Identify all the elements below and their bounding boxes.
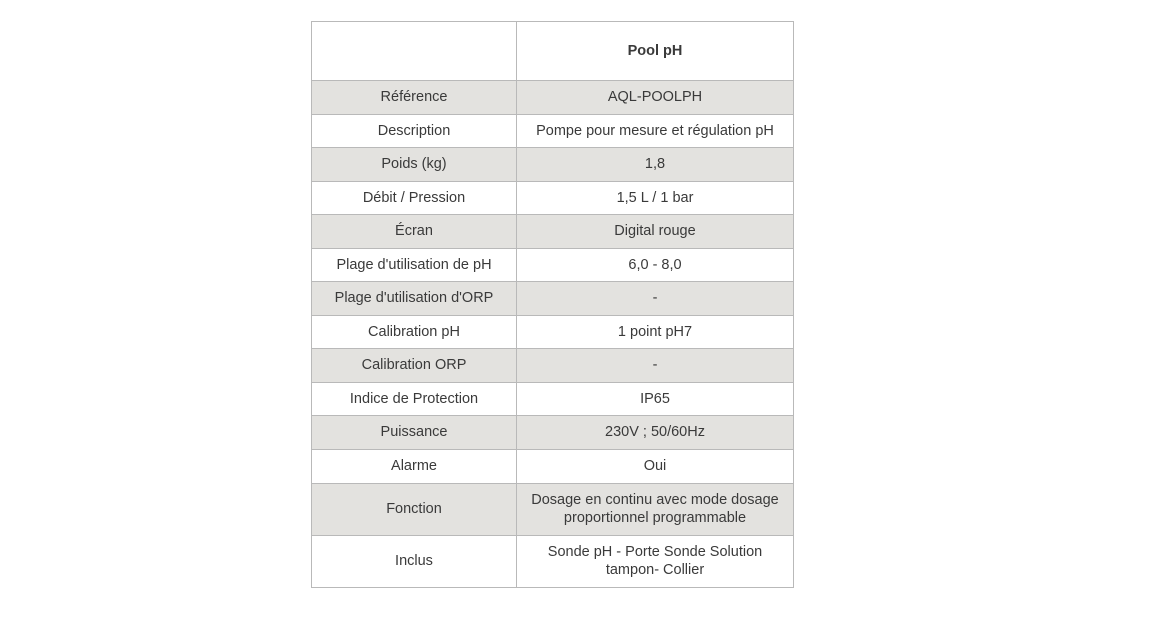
row-value: - xyxy=(517,349,794,383)
header-empty-cell xyxy=(312,22,517,81)
table-row xyxy=(312,349,794,383)
table-row xyxy=(312,215,794,249)
row-value: Oui xyxy=(517,450,794,484)
row-label: Plage d'utilisation d'ORP xyxy=(312,282,517,316)
row-label: Écran xyxy=(312,215,517,249)
row-value: - xyxy=(517,282,794,316)
row-value: IP65 xyxy=(517,382,794,416)
table-row xyxy=(312,450,794,484)
row-value: 230V ; 50/60Hz xyxy=(517,416,794,450)
table-row xyxy=(312,248,794,282)
row-value: Dosage en continu avec mode dosage proportionnel programmable xyxy=(517,483,794,535)
row-label: Alarme xyxy=(312,450,517,484)
table-row xyxy=(312,382,794,416)
row-value: 1 point pH7 xyxy=(517,315,794,349)
row-label: Calibration ORP xyxy=(312,349,517,383)
table-row xyxy=(312,282,794,316)
row-value: 1,5 L / 1 bar xyxy=(517,181,794,215)
product-spec-table xyxy=(311,21,794,588)
table-row xyxy=(312,483,794,535)
row-label: Calibration pH xyxy=(312,315,517,349)
spec-table-container xyxy=(311,21,793,588)
table-row xyxy=(312,81,794,115)
row-label: Fonction xyxy=(312,483,517,535)
table-row xyxy=(312,181,794,215)
row-label: Description xyxy=(312,114,517,148)
row-label: Indice de Protection xyxy=(312,382,517,416)
table-row xyxy=(312,535,794,587)
row-label: Poids (kg) xyxy=(312,148,517,182)
row-label: Débit / Pression xyxy=(312,181,517,215)
row-label: Référence xyxy=(312,81,517,115)
row-value: Sonde pH - Porte Sonde Solution tampon- Collier xyxy=(517,535,794,587)
row-value: Pompe pour mesure et régulation pH xyxy=(517,114,794,148)
table-row xyxy=(312,114,794,148)
product-title: Pool pH xyxy=(517,22,794,81)
table-header-row xyxy=(312,22,794,81)
row-value: 6,0 - 8,0 xyxy=(517,248,794,282)
row-label: Inclus xyxy=(312,535,517,587)
row-label: Puissance xyxy=(312,416,517,450)
table-row xyxy=(312,148,794,182)
row-value: 1,8 xyxy=(517,148,794,182)
row-value: AQL-POOLPH xyxy=(517,81,794,115)
row-label: Plage d'utilisation de pH xyxy=(312,248,517,282)
spec-table-body xyxy=(312,22,794,588)
table-row xyxy=(312,315,794,349)
row-value: Digital rouge xyxy=(517,215,794,249)
table-row xyxy=(312,416,794,450)
